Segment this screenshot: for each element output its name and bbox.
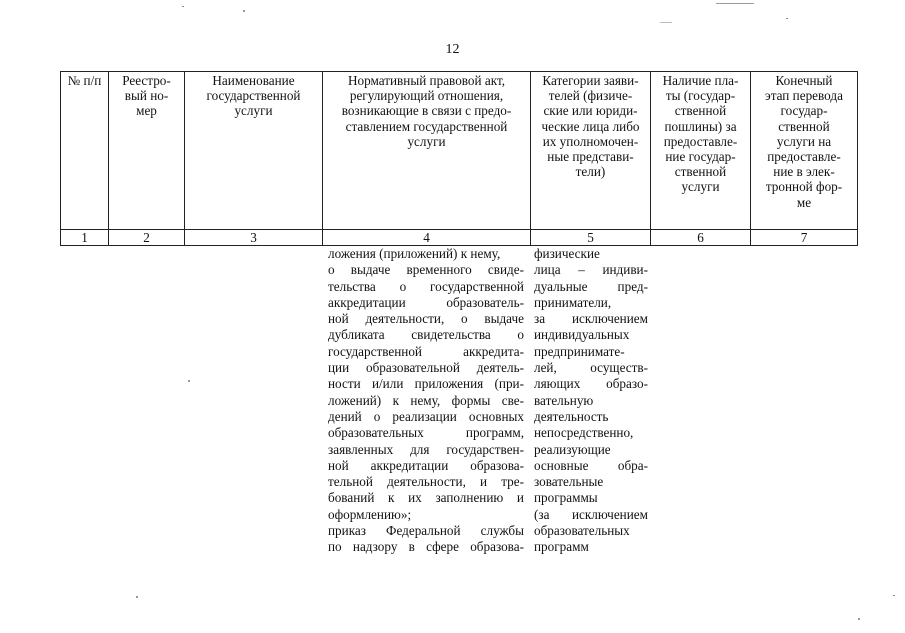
text-line: программы xyxy=(534,490,598,506)
header-cell-fee xyxy=(651,72,751,230)
scan-speck xyxy=(243,10,245,12)
text-line: программ xyxy=(534,539,589,555)
text-line: вательную xyxy=(534,392,594,408)
text-line: (за исключением xyxy=(534,506,648,522)
text-line: приказ Федеральной службы xyxy=(328,523,524,539)
text-line: зовательные xyxy=(534,474,604,490)
text-line: индивидуальных xyxy=(534,327,630,343)
text-line: лица – индиви- xyxy=(534,262,648,278)
text-line: деятельность xyxy=(534,408,609,424)
header-cell-registry-number xyxy=(109,72,185,230)
header-cell-applicant-categories xyxy=(531,72,651,230)
scan-speck xyxy=(893,595,895,596)
text-line: ности и/или приложения (при- xyxy=(328,376,524,392)
header-row xyxy=(61,72,858,230)
text-line: о выдаче временного свиде- xyxy=(328,262,524,278)
text-line: дений о реализации основных xyxy=(328,408,524,424)
legal-act-text xyxy=(328,246,524,556)
header-label: Нормативный правовой акт, регулирующий отношения, возникающие в связи с предо- ставлением государственной услуги xyxy=(341,73,512,149)
text-line: за исключением xyxy=(534,311,648,327)
column-number: 3 xyxy=(185,230,323,246)
applicant-categories-text xyxy=(534,246,648,556)
scan-speck xyxy=(786,18,788,19)
text-line: ложений) к нему, формы све- xyxy=(328,392,524,408)
text-line: приниматели, xyxy=(534,294,612,310)
header-label: № п/п xyxy=(67,73,102,88)
text-line: ложения (приложений) к нему, xyxy=(328,246,501,261)
text-line: заявленных для государствен- xyxy=(328,441,524,457)
column-number: 5 xyxy=(531,230,651,246)
scan-speck xyxy=(188,380,190,382)
page-number: 12 xyxy=(445,42,460,57)
column-number: 4 xyxy=(323,230,531,246)
header-cell-service-name xyxy=(185,72,323,230)
text-line: образовательных xyxy=(534,523,630,539)
header-cell-legal-act xyxy=(323,72,531,230)
scan-speck xyxy=(716,3,754,4)
text-line: непосредственно, xyxy=(534,425,634,441)
text-line: аккредитации образователь- xyxy=(328,294,524,310)
text-line: бований к их заполнению и xyxy=(328,490,524,506)
text-line: ляющих образо- xyxy=(534,376,648,392)
text-line: ции образовательной деятель- xyxy=(328,360,524,376)
text-line: тельной деятельности, и тре- xyxy=(328,474,524,490)
text-line: оформлению»; xyxy=(328,506,412,522)
column-number: 7 xyxy=(751,230,858,246)
header-label: Категории заяви- телей (физиче- ские или юриди- ческие лица либо их уполномочен- ные представи- тели) xyxy=(541,73,640,180)
text-line: государственной аккредита- xyxy=(328,343,524,359)
column-number: 6 xyxy=(651,230,751,246)
text-line: образовательных программ, xyxy=(328,425,524,441)
column-number: 2 xyxy=(109,230,185,246)
text-line: реализующие xyxy=(534,441,611,457)
column-number: 1 xyxy=(61,230,109,246)
text-line: по надзору в сфере образова- xyxy=(328,539,524,555)
scan-speck xyxy=(858,618,860,620)
text-line: ной аккредитации образова- xyxy=(328,457,524,473)
services-table-header xyxy=(60,71,858,246)
text-line: физические xyxy=(534,246,600,261)
text-line: предпринимате- xyxy=(534,343,625,359)
header-label: Конечный этап перевода государ- ственной услуги на предоставле- ние в элек- тронной фор- ме xyxy=(765,73,843,210)
header-label: Наличие пла- ты (государ- ственной пошлины) за предоставле- ние государ- ственной услуги xyxy=(662,73,739,195)
scan-speck xyxy=(136,596,138,598)
text-line: дуальные пред- xyxy=(534,278,648,294)
text-line: ной деятельности, о выдаче xyxy=(328,311,524,327)
scan-speck xyxy=(182,6,184,7)
text-line: дубликата свидетельства о xyxy=(328,327,524,343)
column-number-row xyxy=(61,230,858,246)
text-line: основные обра- xyxy=(534,457,648,473)
header-cell-number xyxy=(61,72,109,230)
header-label: Реестро- вый но- мер xyxy=(122,73,171,119)
header-cell-final-stage xyxy=(751,72,858,230)
text-line: тельства о государственной xyxy=(328,278,524,294)
text-line: лей, осуществ- xyxy=(534,360,648,376)
scan-speck xyxy=(660,22,672,23)
header-label: Наименование государственной услуги xyxy=(206,73,301,119)
